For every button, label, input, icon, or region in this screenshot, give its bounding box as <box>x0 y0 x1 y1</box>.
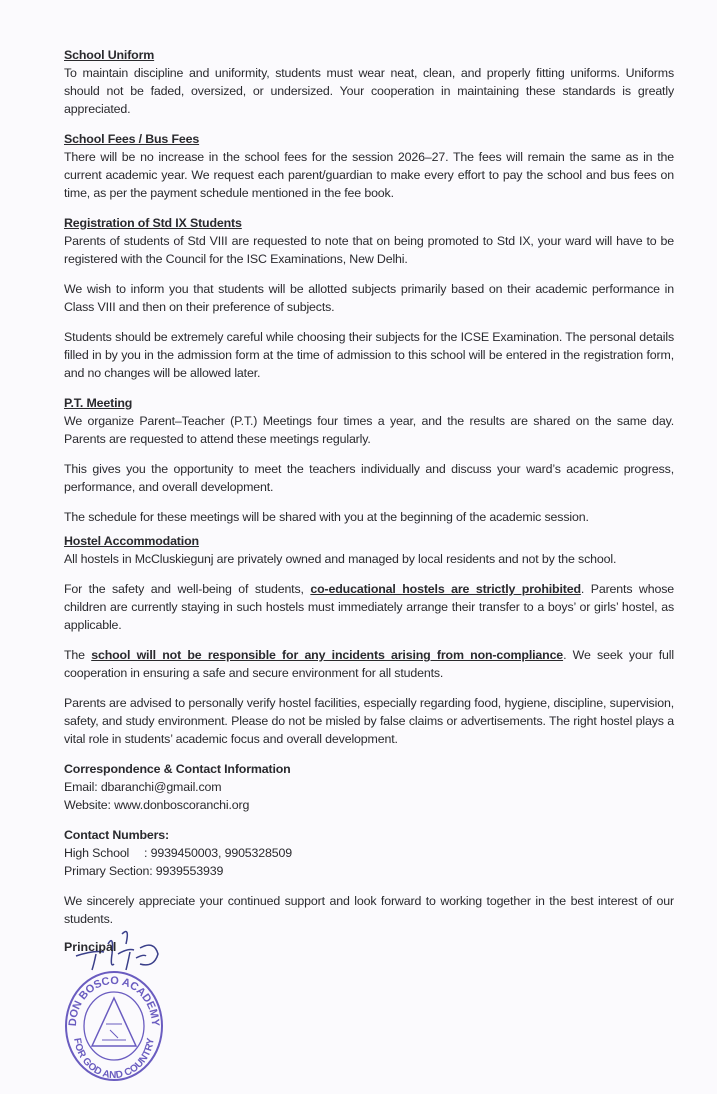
closing-text: We sincerely appreciate your continued support and look forward to working together in the best interest of our students. <box>64 894 674 926</box>
signatory: Principal <box>64 940 117 954</box>
hostel-p1: All hostels in McCluskiegunj are privately owned and managed by local residents and not by the school. <box>64 552 617 566</box>
high-school-line <box>64 844 674 862</box>
hostel-p3-before: The <box>64 648 92 662</box>
pt-p3: The schedule for these meetings will be shared with you at the beginning of the academic session. <box>64 510 589 524</box>
website-line: Website: www.donboscoranchi.org <box>64 798 250 812</box>
heading-school-fees: School Fees / Bus Fees <box>64 132 200 146</box>
fees-text: There will be no increase in the school fees for the session 2026–27. The fees will remain the same as in the current academic year. We request each parent/guardian to make every effort to pay the school and bus fees on time, as per the payment schedule mentioned in the fee book. <box>64 150 674 200</box>
signature-block <box>64 938 674 960</box>
registration-p1: Parents of students of Std VIII are requested to note that on being promoted to Std IX, your ward will have to be registered with the Council for the ISC Examinations, New Delhi. <box>64 234 674 266</box>
svg-text:DON BOSCO ACADEMY <box>67 975 161 1027</box>
hostel-p3 <box>64 646 674 682</box>
heading-school-uniform: School Uniform <box>64 48 155 62</box>
primary-section-line: Primary Section: 9939553939 <box>64 864 224 878</box>
stamp-bottom-text: FOR GOD AND COUNTRY <box>71 1037 157 1082</box>
heading-pt-meeting: P.T. Meeting <box>64 396 133 410</box>
pt-p1: We organize Parent–Teacher (P.T.) Meetings four times a year, and the results are shared on the same day. Parents are requested to attend these meetings regularly. <box>64 414 674 446</box>
email-line: Email: dbaranchi@gmail.com <box>64 780 222 794</box>
hostel-p2-emphasis: co-educational hostels are strictly prohibited <box>310 582 581 596</box>
hostel-p2 <box>64 580 674 634</box>
section-contact-numbers <box>64 826 674 880</box>
heading-contact-numbers: Contact Numbers: <box>64 828 169 842</box>
section-registration <box>64 214 674 268</box>
hostel-p2-after: . Parents whose children are currently staying in such hostels must immediately arrange their transfer to a boys’ or girls’ hostel, as applicable. <box>64 582 674 632</box>
section-hostel <box>64 532 674 568</box>
school-stamp <box>62 964 166 1084</box>
section-pt-meeting <box>64 394 674 448</box>
hostel-p2-before: For the safety and well-being of students, <box>64 582 311 596</box>
hostel-p3-emphasis: school will not be responsible for any incidents arising from non-compliance <box>91 648 564 662</box>
high-school-numbers: : 9939450003, 9905328509 <box>144 846 292 860</box>
heading-hostel: Hostel Accommodation <box>64 534 199 548</box>
hostel-p3-after: . We seek your full cooperation in ensuring a safe and secure environment for all students. <box>64 648 674 680</box>
svg-text:FOR GOD AND COUNTRY <box>71 1037 157 1081</box>
high-school-label: High School <box>64 846 130 860</box>
registration-p3: Students should be extremely careful while choosing their subjects for the ICSE Examination. The personal details filled in by you in the admission form at the time of admission to this school will be entered in the registration form, and no changes will be allowed later. <box>64 330 674 380</box>
heading-correspondence: Correspondence & Contact Information <box>64 762 291 776</box>
section-correspondence <box>64 760 674 814</box>
registration-p2: We wish to inform you that students will be allotted subjects primarily based on their academic performance in Class VIII and then on their preference of subjects. <box>64 282 674 314</box>
pt-p2: This gives you the opportunity to meet the teachers individually and discuss your ward’s academic progress, performance, and overall development. <box>64 462 674 494</box>
section-school-uniform <box>64 46 674 118</box>
hostel-p4: Parents are advised to personally verify hostel facilities, especially regarding food, hygiene, discipline, supervision, safety, and study environment. Please do not be misled by false claims or advertisements. The right hostel plays a vital role in students’ academic focus and overall development. <box>64 696 674 746</box>
stamp-top-text: DON BOSCO ACADEMY <box>66 974 162 1027</box>
heading-registration: Registration of Std IX Students <box>64 216 242 230</box>
uniform-text: To maintain discipline and uniformity, students must wear neat, clean, and properly fitting uniforms. Uniforms should not be faded, oversized, or undersized. Your cooperation in maintaining these standards is greatly appreciated. <box>64 66 674 116</box>
section-school-fees <box>64 130 674 202</box>
